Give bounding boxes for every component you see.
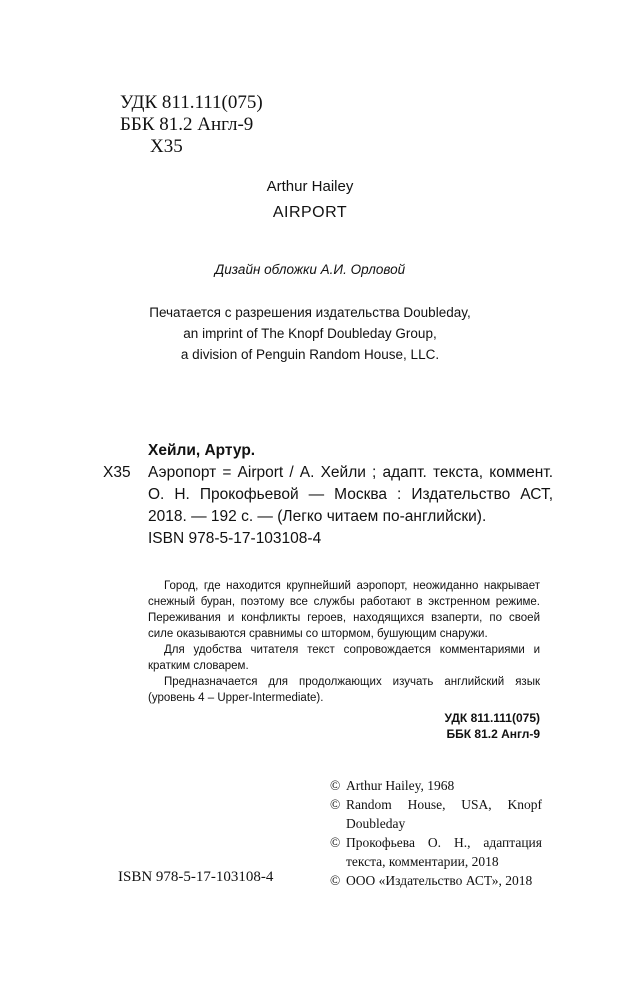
copyright-text: ООО «Издательство АСТ», 2018 bbox=[346, 873, 533, 888]
permission-line: Печатается с разрешения издательства Doubleday, bbox=[149, 305, 471, 320]
copyright-symbol: © bbox=[330, 873, 341, 888]
permission-line: a division of Penguin Random House, LLC. bbox=[180, 347, 440, 362]
annotation-bbk: ББК 81.2 Англ-9 bbox=[446, 727, 540, 741]
permission-line: an imprint of The Knopf Doubleday Group, bbox=[183, 326, 437, 341]
annotation-paragraph: Город, где находится крупнейший аэропорт, неожиданно накрывает снежный буран, поэтому все службы работают в экстренном режиме. Переживания и конфликты героев, находящихся взаперти, по своей силе оказываются сравнимы со штормом, бушующим снаружи. bbox=[148, 580, 540, 640]
cover-design-credit: Дизайн обложки А.И. Орловой bbox=[214, 262, 406, 277]
annotation bbox=[148, 578, 540, 706]
copyright-text: Arthur Hailey, 1968 bbox=[346, 778, 455, 793]
copyright-item bbox=[330, 776, 542, 795]
copyright-item bbox=[330, 833, 542, 871]
record-description: Аэропорт = Airport / А. Хейли ; адапт. текста, коммент. О. Н. Прокофьевой — Москва : Издательство АСТ, 2018. — 192 с. — (Легко читаем по-английски). bbox=[148, 464, 553, 525]
annotation-paragraph: Для удобства читателя текст сопровождается комментариями и кратким словарем. bbox=[148, 644, 540, 672]
book-title-en: AIRPORT bbox=[272, 204, 348, 221]
classification-codes bbox=[120, 92, 263, 158]
isbn: ISBN 978-5-17-103108-4 bbox=[118, 869, 274, 885]
record-code: Х35 bbox=[103, 464, 131, 481]
copyright-symbol: © bbox=[330, 797, 341, 812]
copyright-symbol: © bbox=[330, 778, 341, 793]
copyright-symbol: © bbox=[330, 835, 341, 850]
annotation-udk: УДК 811.111(075) bbox=[444, 711, 540, 725]
copyright-block bbox=[330, 776, 542, 890]
author-name-en: Arthur Hailey bbox=[266, 178, 354, 195]
bibliographic-record bbox=[103, 440, 553, 550]
copyright-item bbox=[330, 871, 542, 890]
copyright-text: Random House, USA, Knopf Doubleday bbox=[346, 797, 542, 831]
annotation-codes bbox=[445, 710, 540, 742]
record-author: Хейли, Артур. bbox=[148, 442, 256, 459]
copyright-item bbox=[330, 795, 542, 833]
bbk-code: ББК 81.2 Англ-9 bbox=[120, 114, 254, 135]
author-mark: Х35 bbox=[150, 136, 183, 157]
udk-code: УДК 811.111(075) bbox=[120, 92, 263, 113]
annotation-paragraph: Предназначается для продолжающих изучать английский язык (уровень 4 – Upper-Intermediate). bbox=[148, 676, 540, 704]
permission-notice bbox=[0, 302, 620, 365]
record-isbn: ISBN 978-5-17-103108-4 bbox=[148, 530, 322, 547]
copyright-text: Прокофьева О. Н., адаптация текста, комментарии, 2018 bbox=[346, 835, 542, 869]
